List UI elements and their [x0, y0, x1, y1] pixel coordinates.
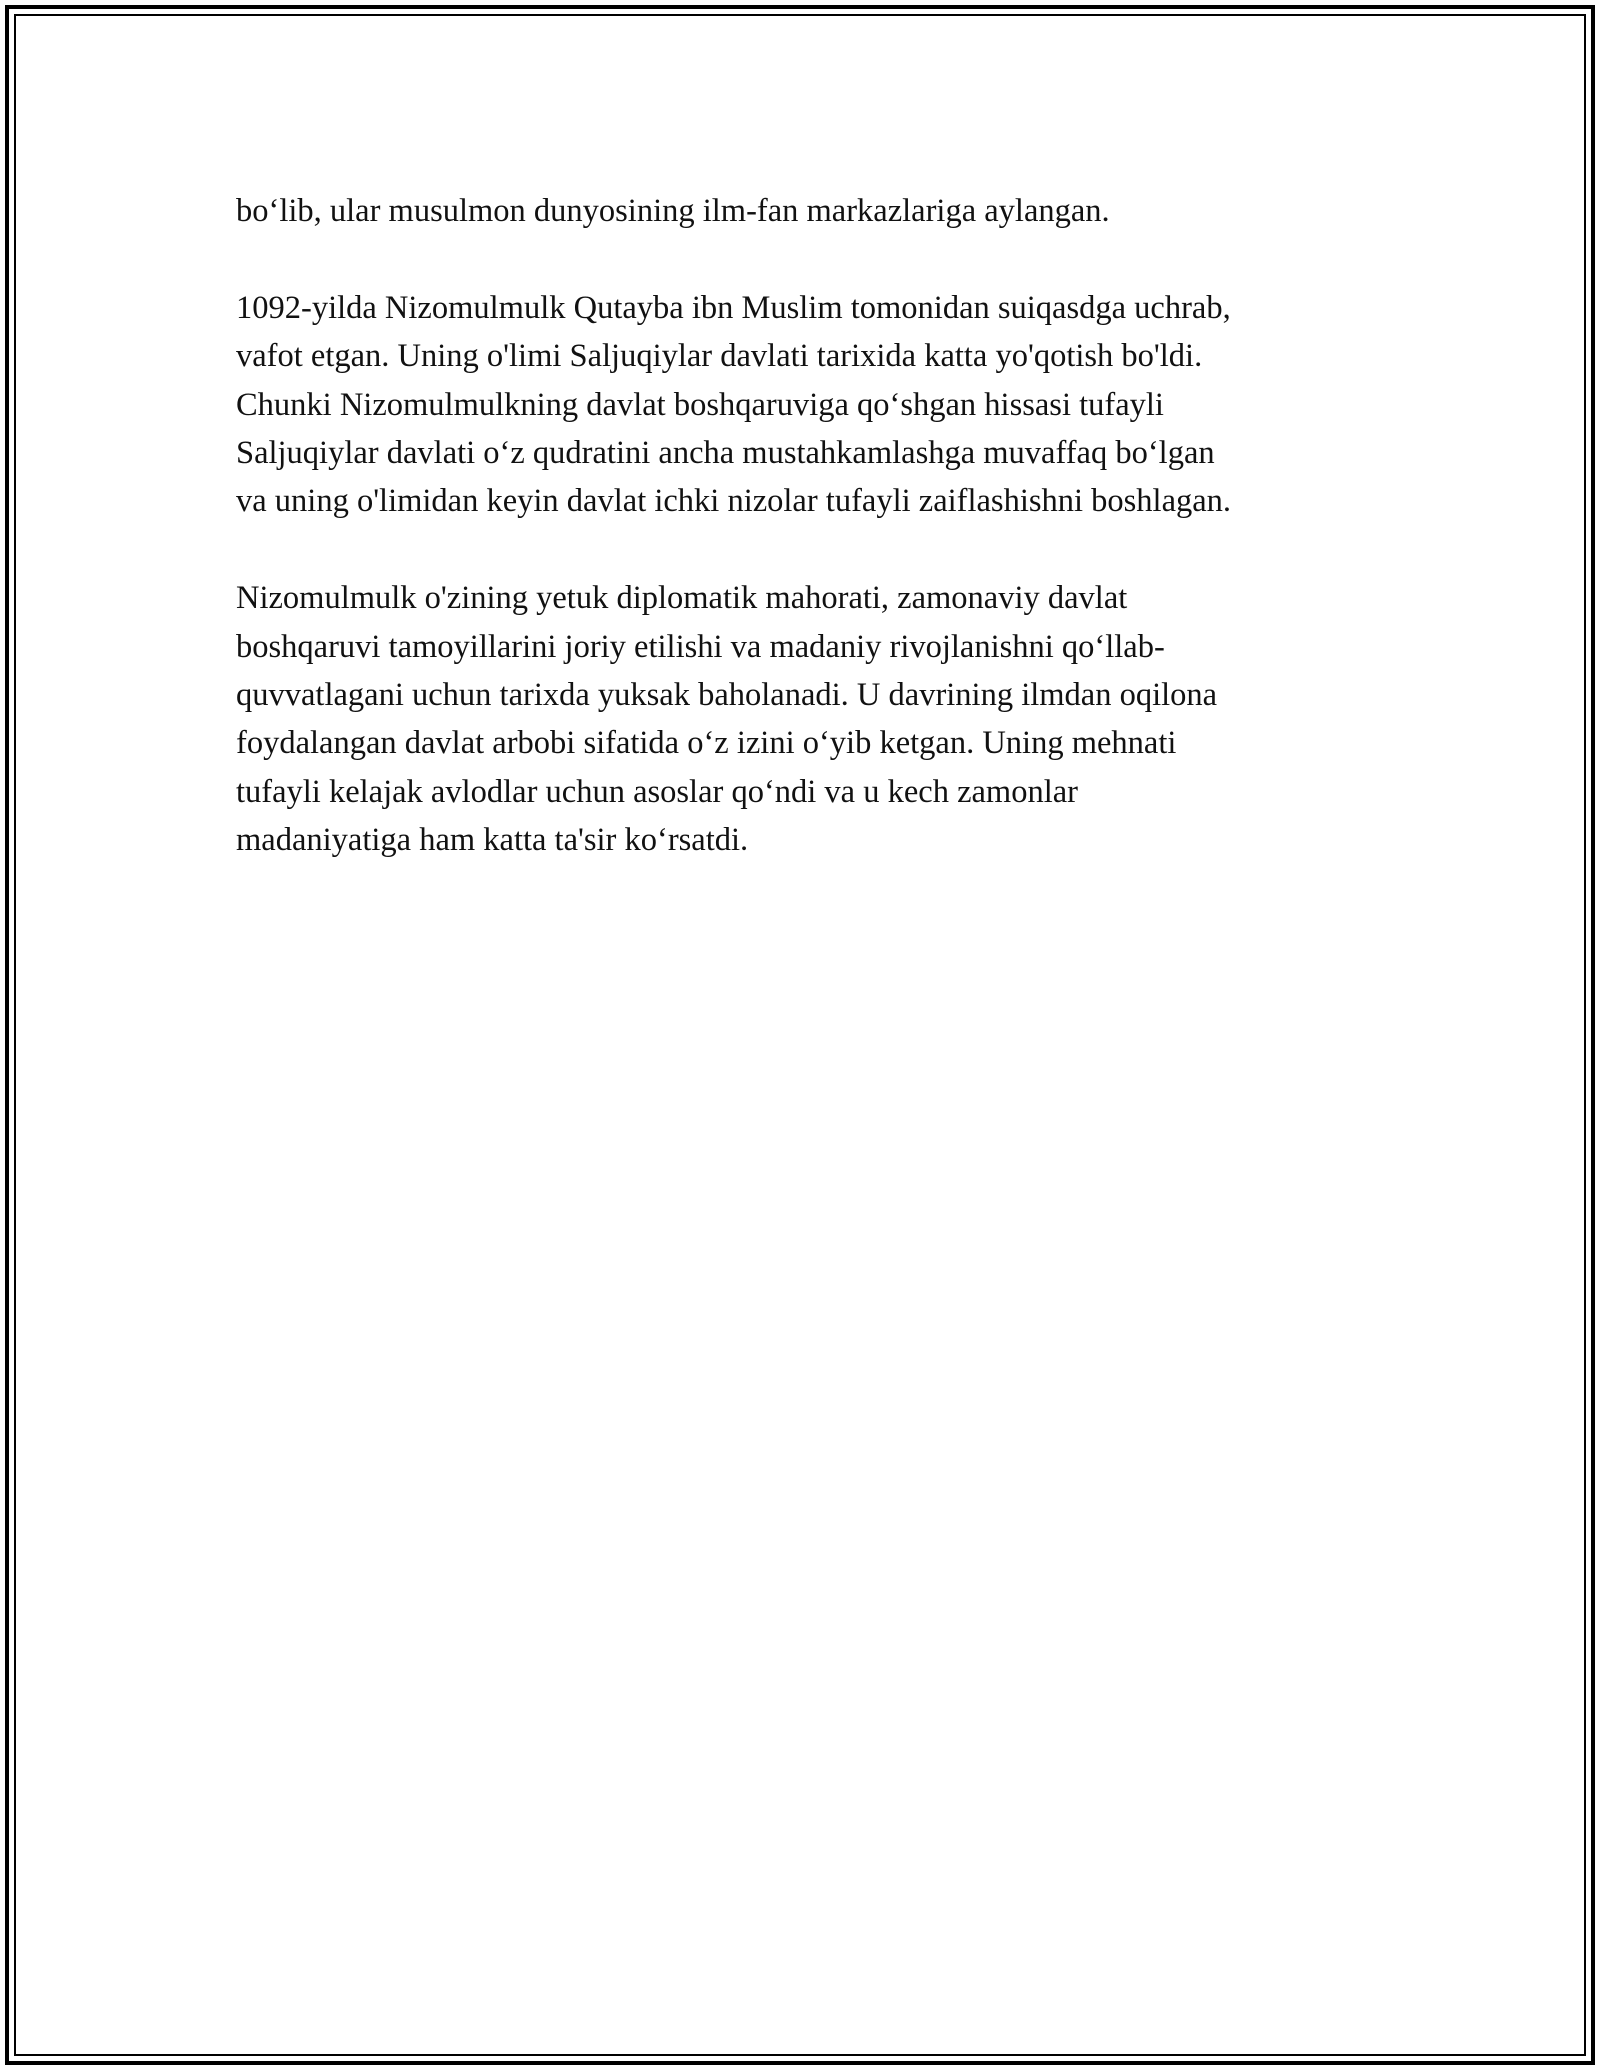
text-line: va uning o'limidan keyin davlat ichki nizolar tufayli zaiflashishni boshlagan.: [236, 483, 1232, 520]
paragraph-2: [236, 284, 1406, 526]
text-line: Saljuqiylar davlati o‘z qudratini ancha mustahkamlashga muvaffaq bo‘lgan: [236, 435, 1215, 472]
text-line: Nizomulmulk o'zining yetuk diplomatik mahorati, zamonaviy davlat: [236, 580, 1128, 617]
text-line: madaniyatiga ham katta ta'sir ko‘rsatdi.: [236, 822, 749, 859]
text-line: quvvatlagani uchun tarixda yuksak baholanadi. U davrining ilmdan oqilona: [236, 677, 1218, 714]
text-line: vafot etgan. Uning o'limi Saljuqiylar davlati tarixida katta yo'qotish bo'ldi.: [236, 338, 1203, 375]
paragraph-3: [236, 574, 1406, 864]
text-line: 1092-yilda Nizomulmulk Qutayba ibn Muslim tomonidan suiqasdga uchrab,: [236, 289, 1231, 326]
text-line: bo‘lib, ular musulmon dunyosining ilm-fan markazlariga aylangan.: [236, 193, 1110, 229]
text-line: foydalangan davlat arbobi sifatida o‘z izini o‘yib ketgan. Uning mehnati: [236, 725, 1177, 762]
text-line: Chunki Nizomulmulkning davlat boshqaruviga qo‘shgan hissasi tufayli: [236, 386, 1164, 423]
paragraph-1: [236, 187, 1406, 235]
document-body: [236, 187, 1406, 913]
text-line: boshqaruvi tamoyillarini joriy etilishi va madaniy rivojlanishni qo‘llab-: [236, 628, 1165, 665]
text-line: tufayli kelajak avlodlar uchun asoslar qo‘ndi va u kech zamonlar: [236, 773, 1078, 810]
